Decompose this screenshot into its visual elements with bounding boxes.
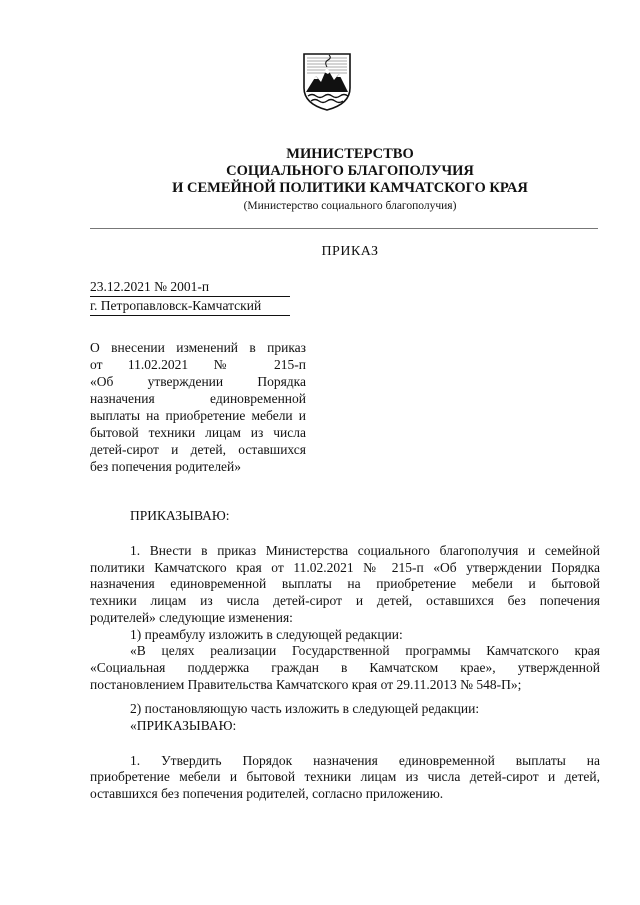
- decree-word: ПРИКАЗЫВАЮ:: [130, 508, 230, 523]
- kamchatka-emblem-icon: [302, 52, 352, 112]
- body-line: назначения единовременной выплаты на приобретение мебели и бытовой: [90, 576, 600, 592]
- document-type: ПРИКАЗ: [321, 244, 379, 259]
- ministry-name: [0, 146, 640, 197]
- body-line: «Социальная поддержка граждан в Камчатском крае», утвержденной: [90, 659, 600, 675]
- subject-line: детей-сирот и детей, оставшихся: [90, 442, 306, 457]
- body-line: 1) преамбулу изложить в следующей редакции:: [130, 626, 403, 642]
- body-line: техники лицам из числа детей-сирот и детей, оставшихся без попечения: [90, 593, 600, 609]
- subject-line: назначения единовременной: [90, 391, 306, 406]
- ministry-short-name: (Министерство социального благополучия): [243, 200, 457, 212]
- subject-line: «Об утверждении Порядка: [90, 374, 306, 389]
- subject-line: выплаты на приобретение мебели и: [90, 408, 306, 423]
- body-line: постановлением Правительства Камчатского края от 29.11.2013 № 548-П»;: [90, 676, 522, 692]
- ministry-line: МИНИСТЕРСТВО: [286, 146, 414, 162]
- city: г. Петропавловск-Камчатский: [90, 298, 290, 316]
- body-line: родителей» следующие изменения:: [90, 609, 293, 625]
- body-line: 2) постановляющую часть изложить в следующей редакции:: [130, 701, 480, 717]
- subject-line: без попечения родителей»: [90, 459, 242, 474]
- body-line: 1. Внести в приказ Министерства социального благополучия и семейной: [130, 543, 600, 558]
- order-body: [90, 543, 600, 803]
- ministry-line: И СЕМЕЙНОЙ ПОЛИТИКИ КАМЧАТСКОГО КРАЯ: [172, 180, 528, 196]
- body-line: приобретение мебели и бытовой техники лицам из числа детей-сирот и детей,: [90, 769, 600, 785]
- body-line: «ПРИКАЗЫВАЮ:: [130, 718, 237, 734]
- body-line: оставшихся без попечения родителей, согласно приложению.: [90, 786, 444, 802]
- body-line: политики Камчатского края от 11.02.2021 № 215-п «Об утверждении Порядка: [90, 559, 600, 575]
- ministry-line: СОЦИАЛЬНОГО БЛАГОПОЛУЧИЯ: [226, 163, 474, 179]
- header-divider: [90, 228, 598, 229]
- order-subject: [90, 339, 306, 475]
- body-line: 1. Утвердить Порядок назначения единовременной выплаты на: [130, 752, 600, 768]
- subject-line: О внесении изменений в приказ: [90, 340, 306, 355]
- subject-line: бытовой техники лицам из числа: [90, 425, 306, 440]
- date-and-number: 23.12.2021 № 2001-п: [90, 279, 290, 297]
- subject-line: от 11.02.2021 № 215-п: [90, 357, 306, 372]
- body-line: «В целях реализации Государственной программы Камчатского края: [130, 643, 600, 659]
